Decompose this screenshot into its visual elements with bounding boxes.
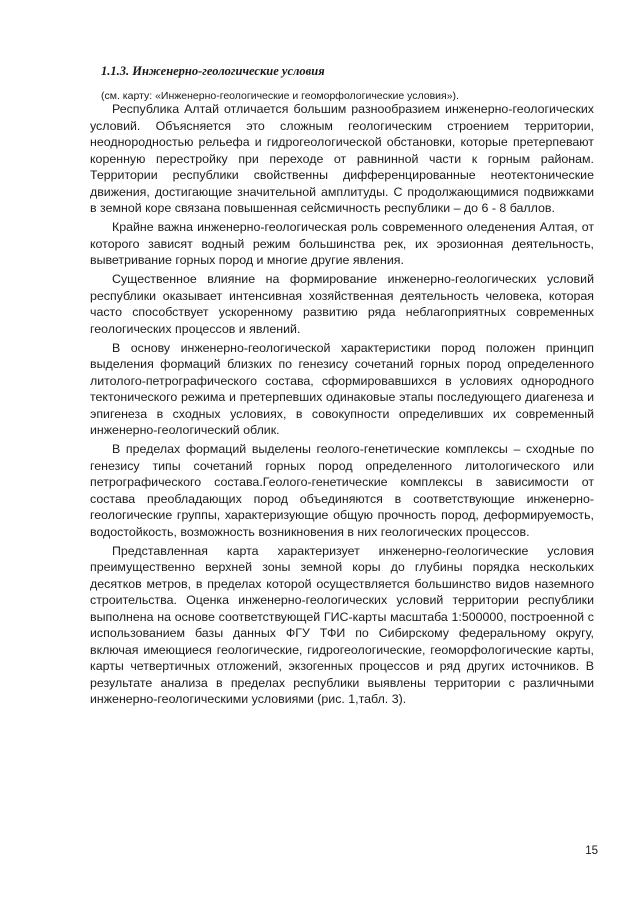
map-reference: (см. карту: «Инженерно-геологические и геоморфологические условия»). (101, 90, 459, 102)
paragraph: Существенное влияние на формирование инженерно-геологических условий республики оказывает интенсивная хозяйственная деятельность человека, которая часто способствует ускоренному развитию ряда неблагоприятных современных геологических процессов и явлений. (90, 272, 594, 336)
body-text (90, 101, 594, 708)
paragraph: Крайне важна инженерно-геологическая роль современного оледенения Алтая, от которого зависят водный режим большинства рек, их эрозионная деятельность, выветривание горных пород и многие другие явления. (90, 220, 594, 268)
paragraph: Представленная карта характеризует инженерно-геологические условия преимущественно верхней зоны земной коры до глубины порядка нескольких десятков метров, в пределах которой осуществляется большинство видов наземного строительства. Оценка инженерно-геологических условий территории республики выполнена на основе соответствующей ГИС-карты масштаба 1:500000, построенной с использованием базы данных ФГУ ТФИ по Сибирскому федеральному округу, включая имеющиеся геологические, гидрогеологические, геоморфологические карты, карты четвертичных отложений, экзогенных процессов и ряд других источников. В результате анализа в пределах республики выявлены территории с различными инженерно-геологическими условиями (рис. 1,табл. 3). (90, 543, 594, 707)
section-heading: 1.1.3. Инженерно-геологические условия (101, 64, 325, 78)
paragraph: В пределах формаций выделены геолого-генетические комплексы – сходные по генезису типы сочетаний горных пород определенного литологического или петрографического состава.Геолого-генетические комплексы в зависимости от состава преобладающих пород объединяются в соответствующие инженерно-геологические группы, характеризующие общую прочность пород, деформируемость, водостойкость, возможность возникновения в них геологических процессов. (90, 442, 594, 539)
paragraph: Республика Алтай отличается большим разнообразием инженерно-геологических условий. Объясняется это сложным геологическим строением территории, неоднородностью рельефа и гидрогеологической обстановки, которые претерпевают коренную перестройку при переходе от равнинной части к горным районам. Территории республики свойственны дифференцированные неотектонические движения, достигающие значительной амплитуды. С продолжающимися подвижками в земной коре связана повышенная сейсмичность республики – до 6 - 8 баллов. (90, 102, 594, 215)
paragraph: В основу инженерно-геологической характеристики пород положен принцип выделения формаций близких по генезису сочетаний горных пород определенного литолого-петрографического состава, сформировавшихся в условиях однородного тектонического режима и претерпевших одинаковые этапы последующего диагенеза и эпигенеза в сходных условиях, в совокупности определивших их современный инженерно-геологический облик. (90, 340, 594, 438)
page-number: 15 (585, 845, 598, 857)
